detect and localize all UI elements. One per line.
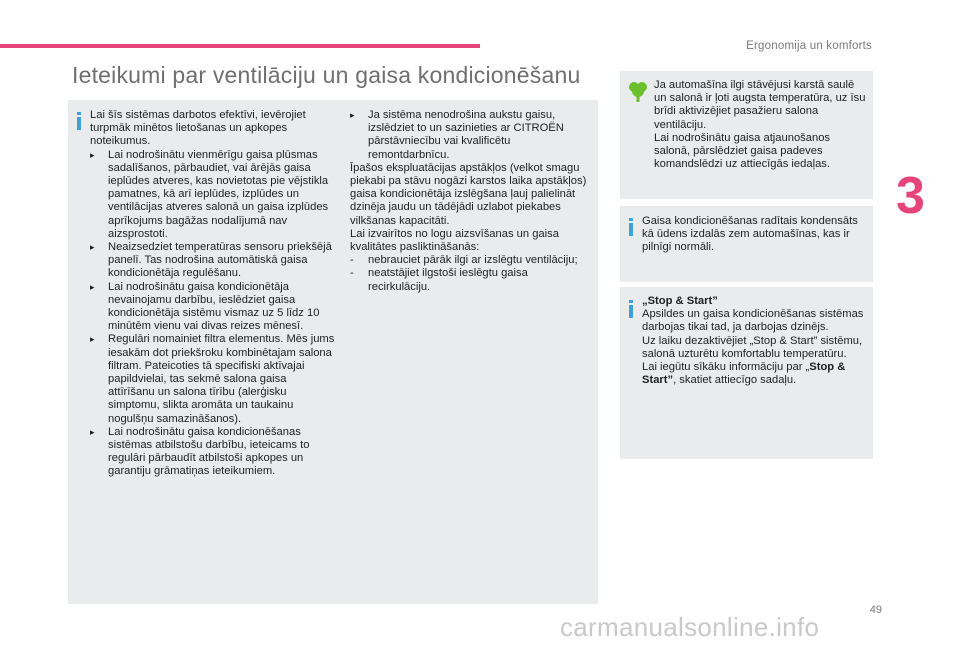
right-column [350, 109, 592, 294]
arrow-bullet-icon: ▸ [90, 426, 95, 437]
list-item: ▸ Regulāri nomainiet filtra elementus. Mēs jums iesakām dot priekšroku kombinētajam salona filtram. Pateicoties tā specifiski aktīvajai papildvielai, tas sekmē salona gaisa attīrīšanu un salona tīrību (alerģisku simptomu, slikta aromāta un taukainu nogulšņu samazināšanos). [90, 333, 335, 425]
chapter-number: 3 [896, 167, 925, 225]
list-item: ▸ Lai nodrošinātu gaisa kondicionētāja nevainojamu darbību, ieslēdziet gaisa kondicionētāja sistēmu vismaz uz 5 līdz 10 minūtēm vienu vai divas reizes mēnesī. [90, 280, 320, 333]
paragraph: Lai izvairītos no logu aizsvīšanas un gaisa kvalitātes pasliktināšanās: [350, 227, 559, 254]
paragraph: Gaisa kondicionēšanas radītais kondensāts kā ūdens izdalās zem automašīnas, kas ir pilnīgi normāli. [642, 215, 858, 254]
arrow-bullet-icon: ▸ [350, 110, 355, 120]
info-icon [76, 112, 82, 130]
paragraph: Lai nodrošinātu gaisa atjaunošanos salonā, pārslēdziet gaisa padeves komandslēdzi uz attiecīgās iedaļas. [654, 131, 831, 171]
tree-icon [628, 80, 648, 102]
list-item: - neatstājiet ilgstoši ieslēgtu gaisa recirkulāciju. [350, 267, 528, 293]
stop-start-info-box [620, 287, 873, 459]
paragraph: Apsildes un gaisa kondicionēšanas sistēmas darbojas tikai tad, ja darbojas dzinējs. [642, 308, 864, 334]
arrow-bullet-icon: ▸ [90, 334, 95, 345]
intro-text: Lai šīs sistēmas darbotos efektīvi, ievērojiet turpmāk minētos lietošanas un apkopes noteikumus. [90, 109, 306, 148]
list-item: ▸ Ja sistēma nenodrošina aukstu gaisu, izslēdziet to un sazinieties ar CITROËN pārstāvniecību vai kvalificētu remontdarbnīcu. [350, 109, 564, 161]
box-heading: „Stop & Start” [642, 295, 718, 307]
list-item: ▸ Lai nodrošinātu gaisa kondicionēšanas sistēmas atbilstošu darbību, ieteicams to regulāri pārbaudīt atbilstoši apkopes un garantiju grāmatiņas ieteikumiem. [90, 425, 310, 478]
arrow-bullet-icon: ▸ [90, 149, 95, 160]
list-item: - nebrauciet pārāk ilgi ar izslēgtu ventilāciju; [350, 254, 578, 267]
list-item: ▸ Neaizsedziet temperatūras sensoru priekšējā panelī. Tas nodrošina automātiskā gaisa kondicionētāja regulēšanu. [90, 241, 332, 280]
page-title: Ieteikumi par ventilāciju un gaisa kondicionēšanu [72, 62, 581, 88]
page-number: 49 [869, 604, 882, 616]
paragraph: Lai iegūtu sīkāku informāciju par „Stop & Start”, skatiet attiecīgo sadaļu. [642, 361, 846, 387]
section-title: Ergonomija un komforts [746, 40, 872, 52]
condensation-info-box [620, 206, 873, 282]
paragraph: Uz laiku dezaktivējiet „Stop & Start” sistēmu, salonā uzturētu komfortablu temperatūru. [642, 334, 863, 360]
arrow-bullet-icon: ▸ [90, 242, 95, 253]
eco-tip-box [620, 71, 873, 199]
info-icon [628, 218, 634, 236]
list-item: ▸ Lai nodrošinātu vienmērīgu gaisa plūsmas sadalīšanos, pārbaudiet, vai ārējās gaisa ieplūdes atveres, kas novietotas pie vējstikla pamatnes, kā arī ieplūdes, izplūdes un ventilācijas atveres salonā un gaisa izplūdes aprīkojums bagāžas nodalījumā nav aizsprostoti. [90, 148, 329, 240]
info-icon [628, 300, 634, 318]
paragraph: Īpašos ekspluatācijas apstākļos (velkot smagu piekabi pa stāvu nogāzi karstos laika apstākļos) gaisa kondicionētāja izslēgšana ļauj palielināt dzinēja jaudu un tādējādi uzlabot piekabes vilkšanas kapacitāti. [350, 161, 587, 227]
paragraph: Ja automašīna ilgi stāvējusi karstā saulē un salonā ir ļoti augsta temperatūra, uz īsu brīdi aktivizējiet pasažieru salona ventilāciju. [654, 79, 866, 131]
left-column [90, 109, 336, 479]
header-accent-bar [0, 44, 480, 48]
watermark: carmanualsonline.info [560, 612, 820, 642]
arrow-bullet-icon: ▸ [90, 281, 95, 292]
